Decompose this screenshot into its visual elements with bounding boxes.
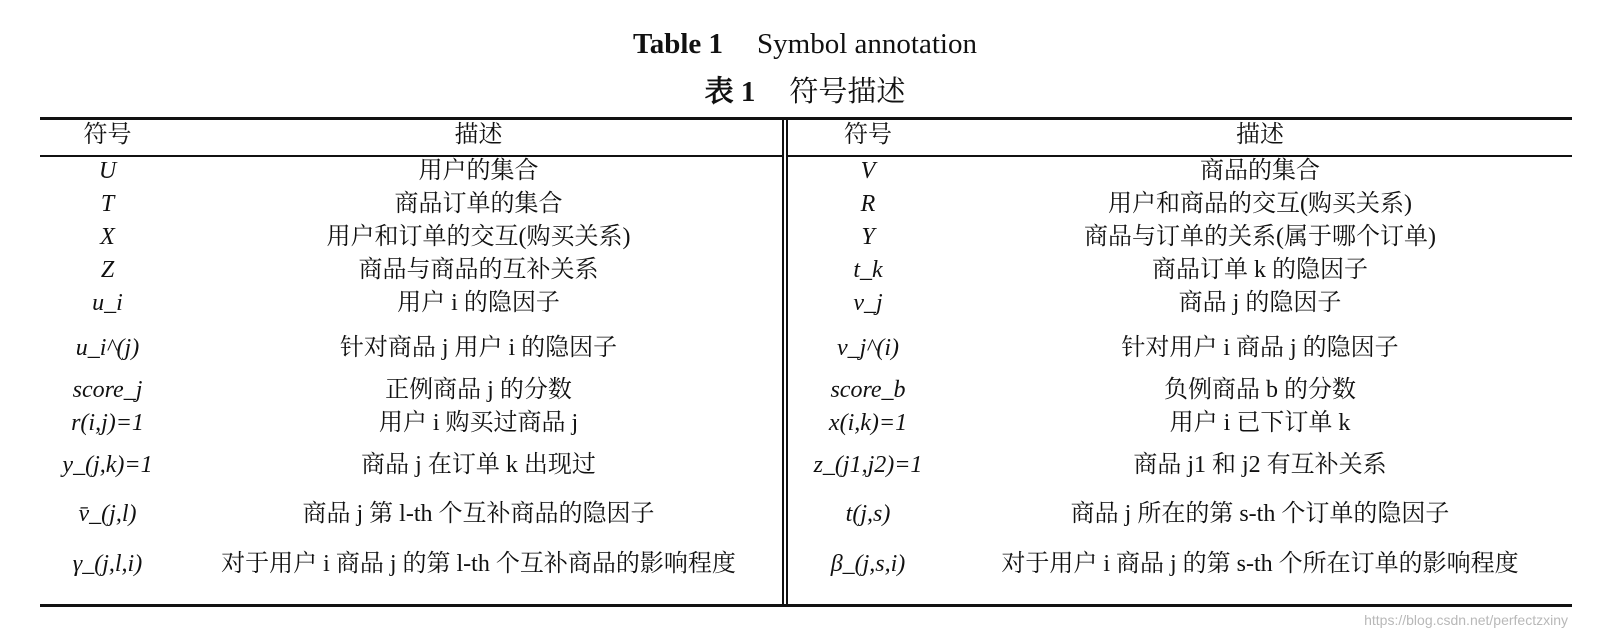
symbol-cell: y_(j,k)=1 <box>62 452 153 478</box>
symbol-cell: v_j^(i) <box>836 335 900 361</box>
symbol-cell: R <box>860 191 876 217</box>
symbol-cell: u_i^(j) <box>75 335 140 361</box>
header-symbol-right: 符号 <box>844 122 892 148</box>
table-label-en: Table 1 <box>633 28 724 60</box>
symbol-cell: u_i <box>92 290 123 316</box>
symbol-cell: t_k <box>853 257 883 283</box>
symbol-cell: r(i,j)=1 <box>71 410 144 436</box>
description-cell: 用户的集合 <box>418 158 539 184</box>
symbol-cell: γ_(j,l,i) <box>72 551 143 577</box>
description-cell: 商品 j1 和 j2 有互补关系 <box>1133 452 1387 478</box>
symbol-cell: T <box>100 191 115 217</box>
symbol-cell: V <box>860 158 876 184</box>
description-cell: 用户 i 购买过商品 j <box>378 410 579 436</box>
header-symbol-left: 符号 <box>83 122 132 148</box>
symbol-cell: Z <box>100 257 115 283</box>
description-cell: 商品 j 第 l-th 个互补商品的隐因子 <box>302 501 655 527</box>
description-cell: 对于用户 i 商品 j 的第 l-th 个互补商品的影响程度 <box>221 551 736 577</box>
table-caption-zh: 符号描述 <box>789 76 906 108</box>
column-separator <box>782 118 784 605</box>
description-cell: 针对用户 i 商品 j 的隐因子 <box>1121 335 1399 361</box>
table-title-en <box>0 26 1610 62</box>
description-cell: 针对商品 j 用户 i 的隐因子 <box>339 335 618 361</box>
description-cell: 负例商品 b 的分数 <box>1164 377 1356 403</box>
description-cell: 用户和订单的交互(购买关系) <box>326 224 631 250</box>
description-cell: 商品的集合 <box>1200 158 1320 184</box>
header-desc-right: 描述 <box>1236 122 1284 148</box>
symbol-cell: x(i,k)=1 <box>828 410 908 436</box>
symbol-cell: score_b <box>830 377 906 403</box>
description-cell: 用户 i 已下订单 k <box>1169 410 1351 436</box>
table-caption-en: Symbol annotation <box>757 28 977 60</box>
description-cell: 正例商品 j 的分数 <box>385 377 572 403</box>
description-cell: 用户和商品的交互(购买关系) <box>1108 191 1412 217</box>
table-label-zh: 表 1 <box>704 76 756 108</box>
symbol-cell: score_j <box>72 377 143 403</box>
header-desc-left: 描述 <box>454 122 503 148</box>
symbol-cell: U <box>98 158 117 184</box>
watermark-url: https://blog.csdn.net/perfectzxiny <box>1364 612 1568 628</box>
symbol-cell: X <box>100 224 115 250</box>
description-cell: 商品与订单的关系(属于哪个订单) <box>1084 224 1436 250</box>
symbol-cell: β_(j,s,i) <box>830 551 906 577</box>
description-cell: 对于用户 i 商品 j 的第 s-th 个所在订单的影响程度 <box>1001 551 1519 577</box>
table-bottom-rule <box>40 604 1572 607</box>
description-cell: 商品 j 在订单 k 出现过 <box>361 452 596 478</box>
description-cell: 商品 j 所在的第 s-th 个订单的隐因子 <box>1070 501 1450 527</box>
description-cell: 商品 j 的隐因子 <box>1178 290 1342 316</box>
symbol-cell: Y <box>861 224 875 250</box>
symbol-cell: t(j,s) <box>845 501 891 527</box>
symbol-cell: z_(j1,j2)=1 <box>813 452 923 478</box>
description-cell: 商品订单 k 的隐因子 <box>1152 257 1368 283</box>
symbol-cell: v_j <box>853 290 883 316</box>
table-title-zh <box>0 74 1610 110</box>
description-cell: 用户 i 的隐因子 <box>397 290 560 316</box>
symbol-cell: v̄_(j,l) <box>78 501 137 527</box>
description-cell: 商品与商品的互补关系 <box>358 257 599 283</box>
description-cell: 商品订单的集合 <box>394 191 563 217</box>
